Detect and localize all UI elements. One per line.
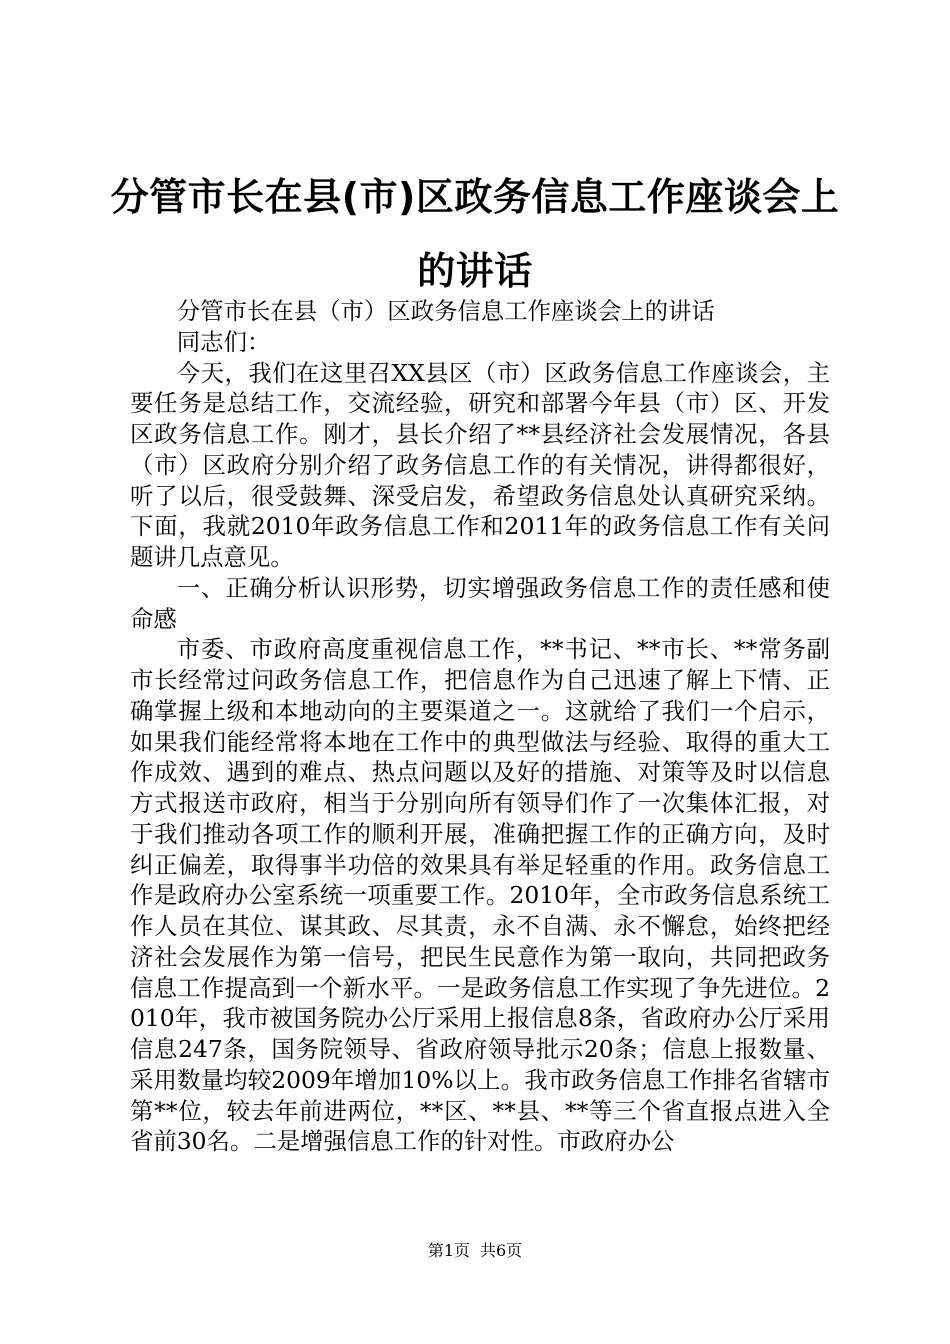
page-footer: [0, 1240, 950, 1262]
document-body: [130, 296, 830, 1157]
page-number: 第1页: [427, 1241, 470, 1260]
document-title: 分管市长在县(市)区政务信息工作座谈会上的讲话: [110, 175, 840, 293]
subtitle-paragraph: 分管市长在县（市）区政务信息工作座谈会上的讲话: [176, 297, 715, 325]
page-total: 共6页: [480, 1241, 523, 1260]
section-heading: 一、正确分析认识形势，切实增强政务信息工作的责任感和使命感: [130, 573, 830, 633]
body-paragraph: 市委、市政府高度重视信息工作，**书记、**市长、**常务副市长经常过问政务信息工作，把信息作为自己迅速了解上下情、正确掌握上级和本地动向的主要渠道之一。这就给了我们一个启示，如果我们能经常将本地在工作中的典型做法与经验、取得的重大工作成效、遇到的难点、热点问题以及好的措施、对策等及时以信息方式报送市政府，相当于分别向所有领导们作了一次集体汇报，对于我们推动各项工作的顺利开展，准确把握工作的正确方向，及时纠正偏差，取得事半功倍的效果具有举足轻重的作用。政务信息工作是政府办公室系统一项重要工作。2010年，全市政务信息系统工作人员在其位、谋其政、尽其责，永不自满、永不懈怠，始终把经济社会发展作为第一信号，把民生民意作为第一取向，共同把政务信息工作提高到一个新水平。一是政务信息工作实现了争先进位。2010年，我市被国务院办公厅采用上报信息8条，省政府办公厅采用信息247条，国务院领导、省政府领导批示20条；信息上报数量、采用数量均较2009年增加10%以上。我市政务信息工作排名省辖市第**位，较去年前进两位，**区、**县、**等三个省直报点进入全省前30名。二是增强信息工作的针对性。市政府办公: [130, 635, 830, 1156]
salutation-paragraph: 同志们：: [176, 327, 271, 356]
intro-paragraph: 今天，我们在这里召XX县区（市）区政务信息工作座谈会，主要任务是总结工作，交流经验，研究和部署今年县（市）区、开发区政务信息工作。刚才，县长介绍了**县经济社会发展情况，各县（市）区政府分别介绍了政务信息工作的有关情况，讲得都很好，听了以后，很受鼓舞、深受启发，希望政务信息处认真研究采纳。下面，我就2010年政务信息工作和2011年的政务信息工作有关问题讲几点意见。: [130, 358, 830, 571]
